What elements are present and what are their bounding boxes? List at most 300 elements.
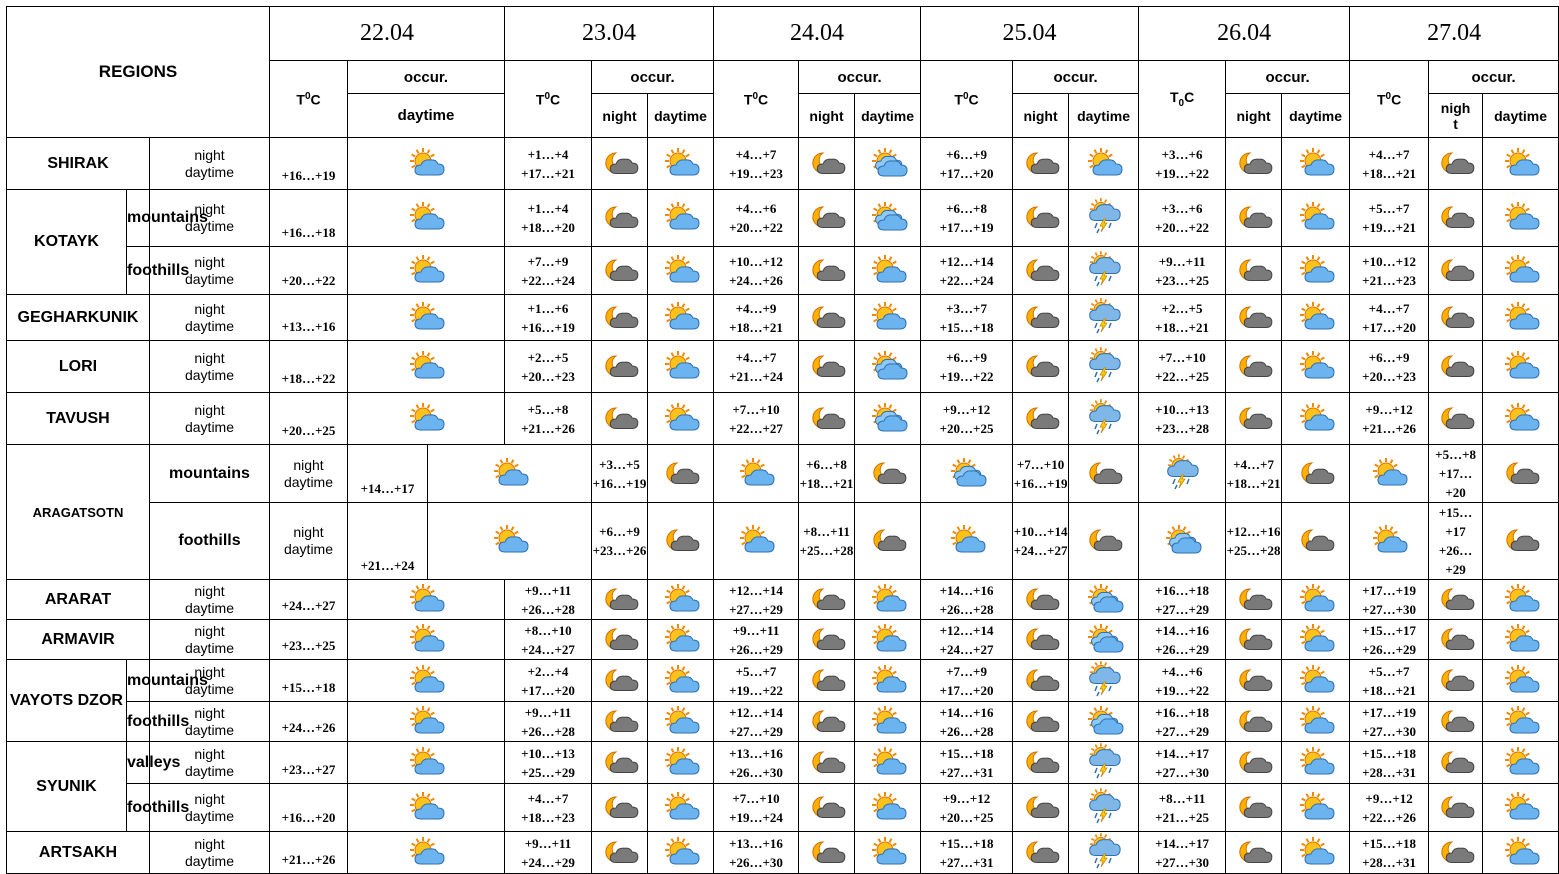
subregion-name: mountains — [150, 445, 270, 503]
moon-cloud-icon — [1429, 580, 1483, 620]
night-temp: +8…+11 — [1158, 790, 1206, 806]
subregion-name: mountains — [127, 190, 150, 247]
night-temp: +5…+7 — [735, 663, 777, 679]
temp-header — [1350, 61, 1429, 138]
daytime-header: daytime — [1069, 94, 1139, 138]
temperature-range — [921, 138, 1013, 190]
sun-cloud-icon — [428, 445, 592, 503]
daytime-temp: +18…+20 — [521, 220, 575, 235]
subregion-name: foothills — [127, 784, 150, 832]
daytime-temp: +21…+26 — [1362, 420, 1416, 436]
night-temp: +2…+4 — [527, 663, 569, 679]
sun-cloud-icon — [348, 393, 505, 445]
night-temp: +15…+18 — [939, 745, 994, 761]
period-labels — [150, 138, 270, 190]
daytime-temp: +27…+29 — [1155, 601, 1209, 617]
daytime-temp: +26…+30 — [729, 854, 783, 870]
temperature-range — [505, 742, 592, 784]
moon-cloud-icon — [592, 247, 648, 295]
moon-cloud-icon — [1013, 702, 1069, 742]
temperature-range — [1350, 247, 1429, 295]
temperature-range — [505, 393, 592, 445]
daytime-temp: +24…+27 — [1013, 543, 1068, 558]
night-temp: +1…+4 — [527, 201, 569, 216]
night-header: night — [592, 94, 648, 138]
sun-cloud-icon — [348, 341, 505, 393]
occur-header: occur. — [348, 61, 505, 94]
sun-cloud-icon — [648, 784, 714, 832]
sun-clouds-icon — [855, 190, 921, 247]
temperature-range: +21…+24 — [348, 503, 428, 580]
night-temp: +3…+6 — [1161, 201, 1203, 216]
night-temp: +4…+7 — [1368, 300, 1410, 316]
date-header: 24.04 — [714, 7, 921, 61]
daytime-temp: +19…+21 — [1362, 220, 1416, 235]
temp-header — [921, 61, 1013, 138]
daytime-temp: +21…+26 — [521, 420, 575, 436]
temperature-range — [714, 247, 799, 295]
moon-cloud-icon — [1069, 503, 1139, 580]
sun-clouds-icon — [855, 341, 921, 393]
night-temp: +12…+14 — [729, 704, 783, 720]
temperature-range — [714, 784, 799, 832]
temperature-range: +14…+17 — [348, 445, 428, 503]
degree-sign: 0 — [304, 90, 311, 102]
night-temp: +10…+13 — [1155, 401, 1209, 417]
night-temp: +8…+11 — [803, 524, 850, 539]
sun-cloud-icon — [348, 620, 505, 660]
region-name: TAVUSH — [7, 393, 150, 445]
night-temp: +9…+12 — [942, 790, 991, 806]
sun-cloud-icon — [648, 742, 714, 784]
temperature-range: +16…+20 — [270, 784, 348, 832]
period-night: night — [194, 146, 225, 163]
forecast-table — [6, 6, 1559, 874]
night-temp: +8…+10 — [524, 622, 572, 638]
temperature-range — [1139, 832, 1226, 874]
date-header: 23.04 — [505, 7, 714, 61]
daytime-temp: +18…+23 — [521, 809, 575, 825]
moon-cloud-icon — [592, 580, 648, 620]
moon-cloud-icon — [1226, 580, 1282, 620]
thunderstorm-icon — [1139, 445, 1226, 503]
temperature-range — [1350, 580, 1429, 620]
date-header: 26.04 — [1139, 7, 1350, 61]
period-daytime: daytime — [184, 599, 235, 616]
daytime-header: daytime — [1483, 94, 1559, 138]
sun-cloud-icon — [1282, 295, 1350, 341]
table-row — [7, 660, 1559, 702]
daytime-temp: +27…+30 — [1362, 723, 1416, 739]
subregion-name: valleys — [127, 742, 150, 784]
moon-cloud-icon — [1013, 393, 1069, 445]
sun-cloud-icon — [855, 295, 921, 341]
moon-cloud-icon — [1282, 503, 1350, 580]
night-temp: +16…+18 — [1155, 582, 1209, 598]
period-night: night — [194, 790, 225, 807]
sun-cloud-icon — [1483, 784, 1559, 832]
temperature-range — [921, 660, 1013, 702]
thunderstorm-icon — [1069, 832, 1139, 874]
region-name: ARMAVIR — [7, 620, 150, 660]
daytime-temp: +26…+29 — [1362, 641, 1416, 657]
temp-c: C — [550, 91, 561, 108]
temperature-range — [505, 784, 592, 832]
temperature-range — [505, 702, 592, 742]
sun-cloud-icon — [1282, 138, 1350, 190]
sun-cloud-icon — [855, 247, 921, 295]
temperature-range — [921, 580, 1013, 620]
moon-cloud-icon — [1429, 295, 1483, 341]
degree-sign: 0 — [1385, 90, 1392, 102]
temperature-range — [1350, 660, 1429, 702]
sun-cloud-icon — [1483, 393, 1559, 445]
temperature-range — [1350, 702, 1429, 742]
sun-clouds-icon — [1069, 580, 1139, 620]
sun-cloud-icon — [855, 580, 921, 620]
sun-cloud-icon — [348, 742, 505, 784]
sun-cloud-icon — [855, 784, 921, 832]
night-temp: +14…+17 — [1155, 835, 1209, 851]
temperature-range — [505, 247, 592, 295]
subregion-name: foothills — [127, 247, 150, 295]
sun-cloud-icon — [1282, 393, 1350, 445]
sun-clouds-icon — [1069, 702, 1139, 742]
period-night: night — [293, 456, 324, 473]
temperature-range — [1350, 295, 1429, 341]
period-daytime: daytime — [184, 218, 235, 234]
night-temp: +5…+8 — [1435, 447, 1476, 462]
daytime-temp: +17…+20 — [939, 682, 994, 698]
moon-cloud-icon — [1013, 832, 1069, 874]
thunderstorm-icon — [1069, 247, 1139, 295]
temperature-range — [799, 503, 855, 580]
daytime-temp: +18…+21 — [1362, 682, 1416, 698]
night-temp: +4…+7 — [1368, 146, 1410, 162]
period-night: night — [194, 349, 225, 366]
temperature-range — [714, 190, 799, 247]
temperature-range — [1139, 247, 1226, 295]
night-temp: +2…+5 — [527, 349, 569, 365]
moon-cloud-icon — [855, 445, 921, 503]
temperature-range — [1350, 832, 1429, 874]
night-temp: +12…+16 — [1226, 524, 1281, 539]
night-temp: +7…+10 — [1158, 349, 1206, 365]
temperature-range — [505, 660, 592, 702]
sun-cloud-icon — [348, 190, 505, 247]
temperature-range — [921, 784, 1013, 832]
night-temp: +5…+8 — [527, 401, 569, 417]
moon-cloud-icon — [1483, 445, 1559, 503]
temperature-range — [1139, 784, 1226, 832]
temperature-range: +24…+26 — [270, 702, 348, 742]
temperature-range: +15…+18 — [270, 660, 348, 702]
moon-cloud-icon — [1069, 445, 1139, 503]
temperature-range — [505, 295, 592, 341]
daytime-temp: +19…+22 — [729, 682, 783, 698]
sun-cloud-icon — [1282, 832, 1350, 874]
temperature-range — [1350, 190, 1429, 247]
region-name: VAYOTS DZOR — [7, 660, 127, 742]
regions-header: REGIONS — [7, 7, 270, 138]
night-header: night — [1226, 94, 1282, 138]
daytime-temp: +17…+21 — [521, 165, 575, 181]
period-labels — [270, 445, 348, 503]
temperature-range — [921, 742, 1013, 784]
period-daytime: daytime — [184, 852, 235, 869]
moon-cloud-icon — [1226, 190, 1282, 247]
moon-cloud-icon — [799, 580, 855, 620]
temperature-range — [1226, 445, 1282, 503]
table-row — [7, 832, 1559, 874]
daytime-temp: +20…+23 — [521, 368, 575, 384]
sun-cloud-icon — [1483, 742, 1559, 784]
night-temp: +10…+12 — [729, 253, 783, 269]
table-row — [7, 247, 1559, 295]
occur-header: occur. — [799, 61, 921, 94]
daytime-temp: +22…+24 — [521, 272, 575, 288]
subregion-name: foothills — [150, 503, 270, 580]
temperature-range — [1350, 138, 1429, 190]
table-row — [7, 620, 1559, 660]
sun-cloud-icon — [648, 341, 714, 393]
daytime-header: daytime — [648, 94, 714, 138]
night-temp: +15…+18 — [1362, 745, 1416, 761]
moon-cloud-icon — [592, 295, 648, 341]
night-temp: +13…+16 — [729, 835, 783, 851]
temperature-range — [714, 295, 799, 341]
sun-cloud-icon — [648, 295, 714, 341]
temperature-range — [1013, 503, 1069, 580]
table-row — [7, 784, 1559, 832]
region-name: ARARAT — [7, 580, 150, 620]
moon-cloud-icon — [592, 341, 648, 393]
daytime-temp: +26…+28 — [521, 601, 575, 617]
sun-cloud-icon — [1282, 784, 1350, 832]
daytime-temp: +18…+21 — [729, 319, 783, 335]
daytime-temp: +26…+29 — [729, 641, 783, 657]
temperature-range — [1139, 660, 1226, 702]
sun-cloud-icon — [348, 138, 505, 190]
sun-cloud-icon — [648, 580, 714, 620]
sun-cloud-icon — [855, 660, 921, 702]
table-row — [7, 341, 1559, 393]
sun-cloud-icon — [1483, 832, 1559, 874]
temperature-range — [921, 295, 1013, 341]
daytime-temp: +20…+25 — [939, 809, 994, 825]
period-daytime: daytime — [184, 639, 235, 656]
temp-header — [714, 61, 799, 138]
moon-cloud-icon — [799, 832, 855, 874]
moon-cloud-icon — [799, 341, 855, 393]
night-temp: +10…+14 — [1013, 524, 1068, 539]
moon-cloud-icon — [799, 660, 855, 702]
night-temp: +15…+17 — [1438, 505, 1473, 539]
date-header: 22.04 — [270, 7, 505, 61]
temperature-range — [921, 832, 1013, 874]
table-row — [7, 503, 1559, 580]
moon-cloud-icon — [1429, 620, 1483, 660]
daytime-temp: +22…+26 — [1362, 809, 1416, 825]
sun-cloud-icon — [648, 247, 714, 295]
night-temp: +3…+7 — [946, 300, 987, 316]
temperature-range — [714, 832, 799, 874]
moon-cloud-icon — [592, 832, 648, 874]
night-temp: +15…+18 — [939, 835, 994, 851]
daytime-temp: +23…+26 — [592, 543, 647, 558]
daytime-temp: +24…+27 — [521, 641, 575, 657]
temp-header — [270, 61, 348, 138]
night-temp: +15…+18 — [1362, 835, 1416, 851]
table-row — [7, 445, 1559, 503]
moon-cloud-icon — [1013, 660, 1069, 702]
thunderstorm-icon — [1069, 393, 1139, 445]
daytime-temp: +27…+29 — [1155, 723, 1209, 739]
period-daytime: daytime — [184, 270, 235, 287]
period-night: night — [194, 704, 225, 721]
night-temp: +12…+14 — [729, 582, 783, 598]
period-labels — [270, 503, 348, 580]
night-header: night — [799, 94, 855, 138]
night-header: night — [1013, 94, 1069, 138]
moon-cloud-icon — [1429, 247, 1483, 295]
period-daytime: daytime — [184, 418, 235, 435]
sun-cloud-icon — [855, 742, 921, 784]
sun-cloud-icon — [1282, 620, 1350, 660]
table-row — [7, 702, 1559, 742]
daytime-temp: +19…+23 — [729, 165, 783, 181]
temp-c: C — [1391, 91, 1402, 108]
sun-cloud-icon — [648, 190, 714, 247]
night-temp: +10…+12 — [1362, 253, 1416, 269]
sun-cloud-icon — [1069, 138, 1139, 190]
night-temp: +1…+6 — [527, 300, 569, 316]
night-temp: +4…+7 — [1233, 456, 1274, 472]
daytime-temp: +15…+18 — [939, 319, 994, 335]
temp-t: T — [296, 91, 305, 108]
daytime-temp: +18…+21 — [1362, 165, 1416, 181]
temperature-range — [921, 341, 1013, 393]
region-name: LORI — [7, 341, 150, 393]
sun-cloud-icon — [1350, 503, 1429, 580]
period-night: night — [194, 745, 225, 762]
region-name: KOTAYK — [7, 190, 127, 295]
moon-cloud-icon — [799, 620, 855, 660]
region-name: GEGHARKUNIK — [7, 295, 150, 341]
temp-t: T — [743, 91, 753, 108]
night-temp: +6…+9 — [946, 349, 987, 365]
table-row — [7, 295, 1559, 341]
night-temp: +9…+11 — [732, 622, 780, 638]
sun-cloud-icon — [348, 295, 505, 341]
period-labels — [150, 295, 270, 341]
period-night: night — [194, 582, 225, 599]
night-temp: +6…+9 — [946, 146, 987, 162]
temperature-range — [505, 832, 592, 874]
night-temp: +4…+9 — [735, 300, 777, 316]
moon-cloud-icon — [1429, 702, 1483, 742]
thunderstorm-icon — [1069, 784, 1139, 832]
night-header: nigh t — [1429, 94, 1483, 138]
daytime-temp: +27…+29 — [729, 723, 783, 739]
period-labels — [150, 580, 270, 620]
moon-cloud-icon — [1013, 580, 1069, 620]
region-name: ARAGATSOTN — [7, 445, 150, 580]
daytime-temp: +17…+20 — [939, 165, 994, 181]
night-temp: +14…+16 — [939, 704, 994, 720]
night-temp: +13…+16 — [729, 745, 783, 761]
night-temp: +9…+12 — [1365, 401, 1413, 417]
date-header: 27.04 — [1350, 7, 1559, 61]
moon-cloud-icon — [1226, 393, 1282, 445]
temperature-range — [505, 620, 592, 660]
moon-cloud-icon — [1429, 393, 1483, 445]
temperature-range — [1139, 393, 1226, 445]
period-labels — [150, 620, 270, 660]
sun-cloud-icon — [348, 247, 505, 295]
moon-cloud-icon — [1483, 503, 1559, 580]
sun-clouds-icon — [921, 445, 1013, 503]
moon-cloud-icon — [1226, 138, 1282, 190]
night-temp: +9…+11 — [524, 835, 572, 851]
daytime-temp: +16…+19 — [521, 319, 575, 335]
period-night: night — [194, 835, 225, 852]
period-daytime: daytime — [184, 317, 235, 334]
period-night: night — [293, 524, 324, 540]
sun-cloud-icon — [714, 503, 799, 580]
moon-cloud-icon — [1429, 190, 1483, 247]
period-labels — [150, 341, 270, 393]
night-temp: +10…+13 — [521, 745, 575, 761]
daytime-temp: +26…+28 — [939, 723, 994, 739]
night-temp: +6…+9 — [1368, 349, 1410, 365]
temperature-range — [714, 702, 799, 742]
temperature-range — [714, 742, 799, 784]
daytime-temp: +26…+29 — [1155, 641, 1209, 657]
daytime-temp: +20…+23 — [1362, 368, 1416, 384]
night-temp: +14…+17 — [1155, 745, 1209, 761]
sun-cloud-icon — [648, 660, 714, 702]
sun-cloud-icon — [648, 832, 714, 874]
night-temp: +17…+19 — [1362, 704, 1416, 720]
moon-cloud-icon — [1226, 295, 1282, 341]
night-temp: +3…+6 — [1161, 146, 1203, 162]
daytime-temp: +18…+21 — [1226, 475, 1281, 491]
night-temp: +14…+16 — [939, 582, 994, 598]
moon-cloud-icon — [1226, 247, 1282, 295]
night-temp: +4…+6 — [735, 201, 777, 216]
temperature-range: +21…+26 — [270, 832, 348, 874]
sun-cloud-icon — [1282, 247, 1350, 295]
period-daytime: daytime — [184, 366, 235, 383]
temp-c: C — [968, 91, 979, 108]
moon-cloud-icon — [1226, 620, 1282, 660]
night-temp: +7…+10 — [732, 790, 780, 806]
daytime-temp: +21…+25 — [1155, 809, 1209, 825]
daytime-temp: +26…+28 — [939, 601, 994, 617]
temperature-range: +20…+25 — [270, 393, 348, 445]
moon-cloud-icon — [1429, 832, 1483, 874]
daytime-temp: +27…+30 — [1155, 764, 1209, 780]
sun-cloud-icon — [855, 620, 921, 660]
period-night: night — [194, 201, 225, 217]
night-temp: +4…+7 — [735, 146, 777, 162]
daytime-temp: +19…+22 — [1155, 682, 1209, 698]
sun-clouds-icon — [855, 138, 921, 190]
moon-cloud-icon — [1013, 295, 1069, 341]
sun-cloud-icon — [1483, 702, 1559, 742]
degree-sign: 0 — [1178, 97, 1185, 109]
